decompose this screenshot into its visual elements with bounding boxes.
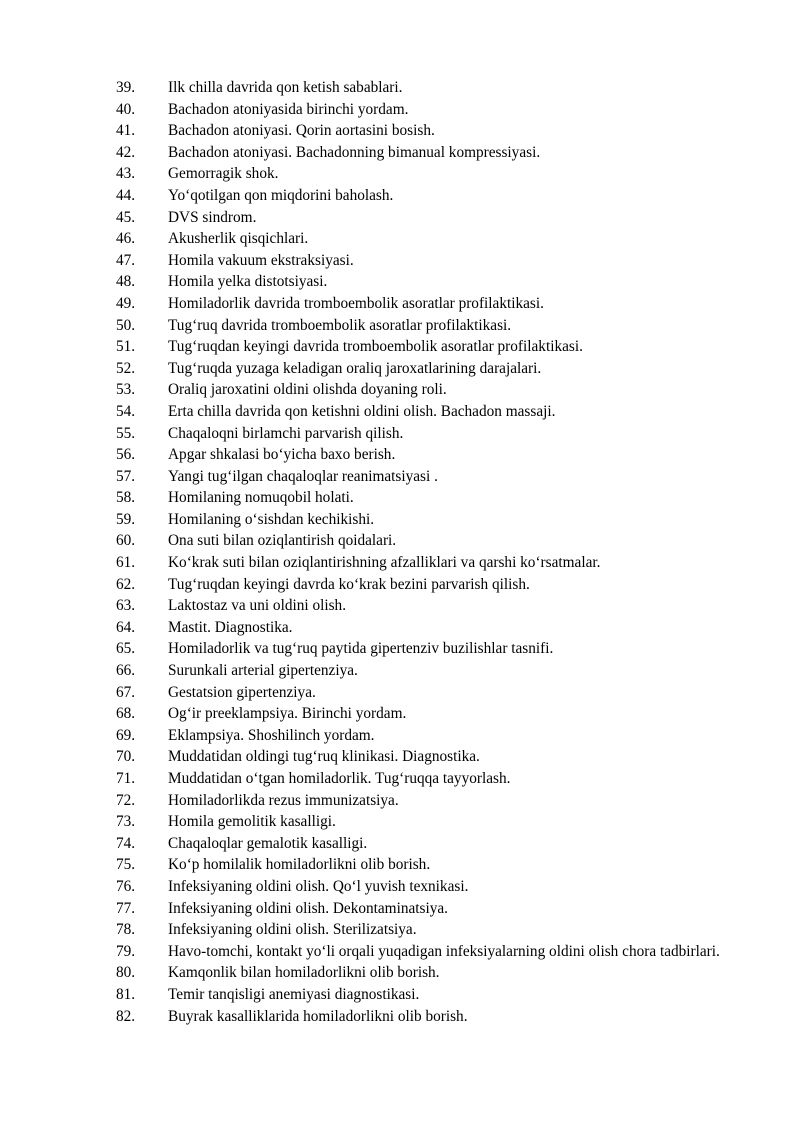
item-number: 80. — [116, 964, 136, 982]
list-item — [116, 876, 742, 898]
item-text: Infeksiyaning oldini olish. Sterilizatsiya. — [168, 921, 417, 939]
item-number: 48. — [116, 273, 136, 291]
item-number: 47. — [116, 251, 136, 269]
item-number: 57. — [116, 467, 136, 485]
item-number: 51. — [116, 338, 136, 356]
list-item — [116, 595, 742, 617]
item-number: 44. — [116, 186, 136, 204]
item-text: Homila yelka distotsiyasi. — [168, 273, 328, 291]
list-item — [116, 293, 742, 315]
item-number: 55. — [116, 424, 136, 442]
item-number: 76. — [116, 877, 136, 895]
list-item — [116, 444, 742, 466]
list-item — [116, 898, 742, 920]
item-text: Yangi tug‘ilgan chaqaloqlar reanimatsiyasi . — [168, 467, 438, 485]
item-number: 49. — [116, 294, 136, 312]
list-item — [116, 854, 742, 876]
item-text: Ko‘krak suti bilan oziqlantirishning afzalliklari va qarshi ko‘rsatmalar. — [168, 554, 601, 572]
item-text: Gemorragik shok. — [168, 165, 279, 183]
item-number: 41. — [116, 122, 136, 140]
list-item — [116, 466, 742, 488]
item-number: 40. — [116, 100, 136, 118]
list-item — [116, 617, 742, 639]
list-item — [116, 185, 742, 207]
list-item — [116, 358, 742, 380]
item-text: Temir tanqisligi anemiyasi diagnostikasi. — [168, 985, 420, 1003]
item-text: Ko‘p homilalik homiladorlikni olib borish. — [168, 856, 431, 874]
item-text: Havo-tomchi, kontakt yo‘li orqali yuqadigan infeksiyalarning oldini olish chora tadbirlari. — [168, 942, 720, 960]
list-item — [116, 1006, 742, 1028]
item-text: Eklampsiya. Shoshilinch yordam. — [168, 726, 375, 744]
item-text: Bachadon atoniyasida birinchi yordam. — [168, 100, 409, 118]
item-text: Og‘ir preeklampsiya. Birinchi yordam. — [168, 705, 407, 723]
item-text: Muddatidan oldingi tug‘ruq klinikasi. Diagnostika. — [168, 748, 480, 766]
item-number: 67. — [116, 683, 136, 701]
item-number: 74. — [116, 834, 136, 852]
item-number: 59. — [116, 510, 136, 528]
item-text: Homiladorlik davrida tromboembolik asoratlar profilaktikasi. — [168, 294, 544, 312]
item-number: 79. — [116, 942, 136, 960]
topic-list — [116, 77, 742, 1027]
list-item — [116, 725, 742, 747]
item-text: Homiladorlikda rezus immunizatsiya. — [168, 791, 399, 809]
item-text: Mastit. Diagnostika. — [168, 618, 293, 636]
item-text: Surunkali arterial gipertenziya. — [168, 662, 358, 680]
item-text: Akusherlik qisqichlari. — [168, 230, 309, 248]
item-text: Tug‘ruqdan keyingi davrida tromboembolik asoratlar profilaktikasi. — [168, 338, 583, 356]
item-text: Bachadon atoniyasi. Bachadonning bimanual kompressiyasi. — [168, 143, 541, 161]
list-item — [116, 984, 742, 1006]
item-text: Infeksiyaning oldini olish. Dekontaminatsiya. — [168, 899, 448, 917]
list-item — [116, 228, 742, 250]
list-item — [116, 99, 742, 121]
item-text: Homila vakuum ekstraksiyasi. — [168, 251, 354, 269]
list-item — [116, 530, 742, 552]
item-text: Ilk chilla davrida qon ketish sabablari. — [168, 79, 403, 96]
item-number: 61. — [116, 554, 136, 572]
item-text: Bachadon atoniyasi. Qorin aortasini bosish. — [168, 122, 435, 140]
list-item — [116, 142, 742, 164]
list-item — [116, 423, 742, 445]
item-number: 60. — [116, 532, 136, 550]
item-text: Infeksiyaning oldini olish. Qo‘l yuvish texnikasi. — [168, 877, 469, 895]
item-text: Apgar shkalasi bo‘yicha baxo berish. — [168, 446, 396, 464]
item-number: 63. — [116, 597, 136, 615]
list-item — [116, 552, 742, 574]
item-text: Kamqonlik bilan homiladorlikni olib borish. — [168, 964, 440, 982]
list-item — [116, 250, 742, 272]
item-number: 43. — [116, 165, 136, 183]
item-text: Homiladorlik va tug‘ruq paytida gipertenziv buzilishlar tasnifi. — [168, 640, 554, 658]
list-item — [116, 379, 742, 401]
item-text: Ona suti bilan oziqlantirish qoidalari. — [168, 532, 397, 550]
list-item — [116, 77, 742, 99]
item-number: 78. — [116, 921, 136, 939]
item-number: 62. — [116, 575, 136, 593]
item-number: 53. — [116, 381, 136, 399]
item-number: 68. — [116, 705, 136, 723]
list-item — [116, 487, 742, 509]
item-number: 72. — [116, 791, 136, 809]
item-number: 65. — [116, 640, 136, 658]
item-text: Erta chilla davrida qon ketishni oldini olish. Bachadon massaji. — [168, 402, 556, 420]
list-item — [116, 790, 742, 812]
list-item — [116, 746, 742, 768]
item-text: Homilaning nomuqobil holati. — [168, 489, 354, 507]
list-item — [116, 574, 742, 596]
item-text: Muddatidan o‘tgan homiladorlik. Tug‘ruqqa tayyorlash. — [168, 770, 511, 787]
list-item — [116, 941, 742, 963]
list-item — [116, 120, 742, 142]
item-text: DVS sindrom. — [168, 208, 257, 226]
item-text: Gestatsion gipertenziya. — [168, 683, 316, 701]
item-number: 56. — [116, 446, 136, 464]
list-item — [116, 401, 742, 423]
list-item — [116, 509, 742, 531]
item-number: 66. — [116, 662, 136, 680]
item-number: 82. — [116, 1007, 136, 1025]
item-number: 69. — [116, 726, 136, 744]
item-number: 81. — [116, 985, 136, 1003]
list-item — [116, 638, 742, 660]
list-item — [116, 768, 742, 790]
item-text: Chaqaloqlar gemalotik kasalligi. — [168, 834, 368, 852]
item-number: 45. — [116, 208, 136, 226]
item-text: Oraliq jaroxatini oldini olishda doyaning roli. — [168, 381, 447, 399]
list-item — [116, 703, 742, 725]
list-item — [116, 962, 742, 984]
item-number: 50. — [116, 316, 136, 334]
item-text: Tug‘ruqdan keyingi davrda ko‘krak bezini parvarish qilish. — [168, 575, 530, 593]
list-item — [116, 336, 742, 358]
list-item — [116, 315, 742, 337]
item-number: 52. — [116, 359, 136, 377]
list-item — [116, 163, 742, 185]
item-number: 77. — [116, 899, 136, 917]
list-item — [116, 811, 742, 833]
item-number: 42. — [116, 143, 136, 161]
item-number: 58. — [116, 489, 136, 507]
item-text: Chaqaloqni birlamchi parvarish qilish. — [168, 424, 404, 442]
item-text: Tug‘ruqda yuzaga keladigan oraliq jaroxatlarining darajalari. — [168, 359, 542, 377]
item-number: 70. — [116, 748, 136, 766]
item-text: Laktostaz va uni oldini olish. — [168, 597, 347, 615]
item-number: 71. — [116, 770, 136, 787]
list-item — [116, 682, 742, 704]
list-item — [116, 207, 742, 229]
list-item — [116, 833, 742, 855]
list-item — [116, 660, 742, 682]
item-text: Yo‘qotilgan qon miqdorini baholash. — [168, 186, 394, 204]
item-number: 39. — [116, 79, 136, 96]
list-item — [116, 271, 742, 293]
item-text: Homilaning o‘sishdan kechikishi. — [168, 510, 375, 528]
item-text: Homila gemolitik kasalligi. — [168, 813, 336, 831]
item-number: 46. — [116, 230, 136, 248]
item-number: 73. — [116, 813, 136, 831]
item-number: 75. — [116, 856, 136, 874]
item-text: Buyrak kasalliklarida homiladorlikni olib borish. — [168, 1007, 468, 1025]
list-item — [116, 919, 742, 941]
item-number: 64. — [116, 618, 136, 636]
item-number: 54. — [116, 402, 136, 420]
item-text: Tug‘ruq davrida tromboembolik asoratlar profilaktikasi. — [168, 316, 512, 334]
